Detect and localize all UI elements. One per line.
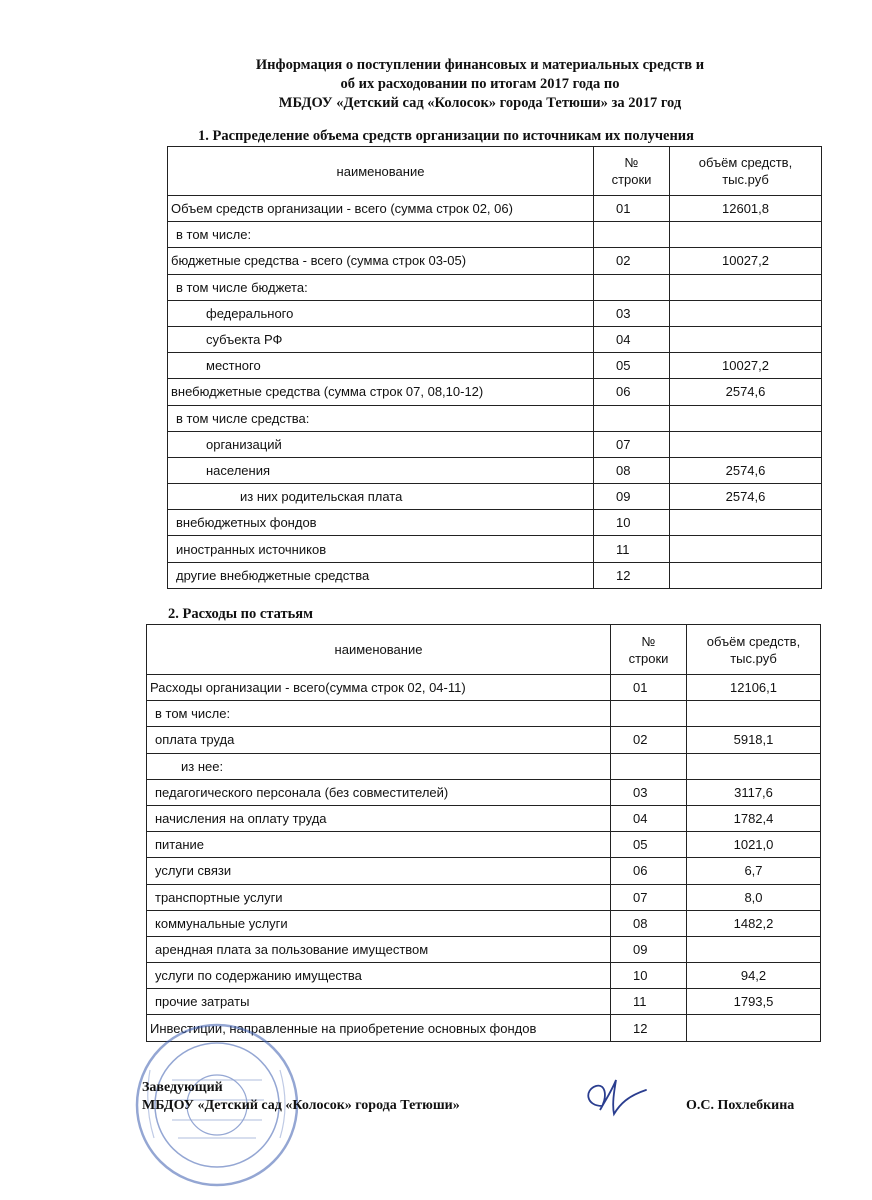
table-row xyxy=(147,884,821,910)
table-row xyxy=(168,431,822,457)
sources-table xyxy=(167,146,822,589)
row-number-cell: 12 xyxy=(594,562,670,588)
table-row xyxy=(147,675,821,701)
row-name-cell: иностранных источников xyxy=(168,536,594,562)
title-line-1: Информация о поступлении финансовых и материальных средств и xyxy=(255,57,705,73)
row-name-cell: организаций xyxy=(168,431,594,457)
row-name-cell: в том числе: xyxy=(168,222,594,248)
signature-name: О.С. Похлебкина xyxy=(686,1098,795,1113)
row-number-cell: 09 xyxy=(594,484,670,510)
row-number-cell xyxy=(611,701,687,727)
row-name-cell: субъекта РФ xyxy=(168,326,594,352)
row-value-cell: 1482,2 xyxy=(687,910,821,936)
row-name-cell: внебюджетные средства (сумма строк 07, 08,10-12) xyxy=(168,379,594,405)
row-number-cell: 12 xyxy=(611,1015,687,1041)
row-value-cell xyxy=(670,300,822,326)
row-name-cell: из них родительская плата xyxy=(168,484,594,510)
row-name-cell: из нее: xyxy=(147,753,611,779)
row-name-cell: местного xyxy=(168,353,594,379)
table-row xyxy=(168,379,822,405)
document-title xyxy=(120,56,840,113)
table-row xyxy=(168,484,822,510)
row-name-cell: Объем средств организации - всего (сумма строк 02, 06) xyxy=(168,196,594,222)
row-number-cell xyxy=(594,274,670,300)
row-number-cell: 11 xyxy=(594,536,670,562)
table-row xyxy=(147,753,821,779)
row-value-cell xyxy=(687,753,821,779)
row-value-cell xyxy=(670,562,822,588)
row-name-cell: Инвестиции, направленные на приобретение основных фондов xyxy=(147,1015,611,1041)
row-value-cell xyxy=(687,1015,821,1041)
row-value-cell: 12601,8 xyxy=(670,196,822,222)
title-line-3: МБДОУ «Детский сад «Колосок» города Тетюши» за 2017 год xyxy=(278,95,682,111)
table-row xyxy=(147,727,821,753)
row-name-cell: коммунальные услуги xyxy=(147,910,611,936)
table-row xyxy=(147,779,821,805)
row-value-cell xyxy=(687,936,821,962)
row-value-cell: 6,7 xyxy=(687,858,821,884)
row-number-cell: 09 xyxy=(611,936,687,962)
row-value-cell xyxy=(670,536,822,562)
row-number-cell: 02 xyxy=(611,727,687,753)
table-row xyxy=(147,832,821,858)
row-value-cell xyxy=(670,326,822,352)
row-name-cell: транспортные услуги xyxy=(147,884,611,910)
row-number-cell xyxy=(611,753,687,779)
row-number-cell: 08 xyxy=(611,910,687,936)
row-number-cell: 10 xyxy=(611,963,687,989)
col-value-header: объём средств, тыс.руб xyxy=(670,147,822,196)
row-name-cell: населения xyxy=(168,457,594,483)
row-name-cell: услуги по содержанию имущества xyxy=(147,963,611,989)
row-name-cell: другие внебюджетные средства xyxy=(168,562,594,588)
row-name-cell: оплата труда xyxy=(147,727,611,753)
row-name-cell: внебюджетных фондов xyxy=(168,510,594,536)
table-row xyxy=(168,248,822,274)
expenses-table xyxy=(146,624,821,1042)
table-row xyxy=(147,701,821,727)
table-row xyxy=(147,989,821,1015)
table-row xyxy=(168,510,822,536)
row-number-cell: 06 xyxy=(594,379,670,405)
row-number-cell: 07 xyxy=(611,884,687,910)
row-value-cell: 12106,1 xyxy=(687,675,821,701)
row-number-cell: 11 xyxy=(611,989,687,1015)
row-number-cell: 01 xyxy=(611,675,687,701)
col-num-header: № строки xyxy=(594,147,670,196)
row-value-cell: 1793,5 xyxy=(687,989,821,1015)
handwritten-signature-icon xyxy=(578,1076,648,1122)
row-name-cell: арендная плата за пользование имуществом xyxy=(147,936,611,962)
row-value-cell xyxy=(670,405,822,431)
row-value-cell: 10027,2 xyxy=(670,353,822,379)
table-row xyxy=(168,457,822,483)
table-row xyxy=(168,222,822,248)
col-num-header: № строки xyxy=(611,625,687,675)
table-header-row xyxy=(147,625,821,675)
row-value-cell: 2574,6 xyxy=(670,457,822,483)
col-name-header: наименование xyxy=(168,147,594,196)
signature-position-line2: МБДОУ «Детский сад «Колосок» города Тетюши» xyxy=(142,1098,460,1113)
row-value-cell: 1782,4 xyxy=(687,805,821,831)
table-row xyxy=(168,300,822,326)
row-number-cell: 04 xyxy=(611,805,687,831)
row-name-cell: начисления на оплату труда xyxy=(147,805,611,831)
table-row xyxy=(147,963,821,989)
table-row xyxy=(168,405,822,431)
table-row xyxy=(147,805,821,831)
row-name-cell: педагогического персонала (без совместителей) xyxy=(147,779,611,805)
row-name-cell: питание xyxy=(147,832,611,858)
row-value-cell xyxy=(670,431,822,457)
table-row xyxy=(168,562,822,588)
row-value-cell: 10027,2 xyxy=(670,248,822,274)
row-name-cell: Расходы организации - всего(сумма строк 02, 04-11) xyxy=(147,675,611,701)
row-value-cell xyxy=(670,510,822,536)
row-number-cell: 06 xyxy=(611,858,687,884)
row-name-cell: в том числе средства: xyxy=(168,405,594,431)
row-value-cell: 2574,6 xyxy=(670,379,822,405)
table-row xyxy=(168,274,822,300)
row-number-cell: 03 xyxy=(594,300,670,326)
table-row xyxy=(168,353,822,379)
section1-heading: 1. Распределение объема средств организации по источникам их получения xyxy=(198,128,695,144)
table-row xyxy=(168,536,822,562)
row-value-cell: 2574,6 xyxy=(670,484,822,510)
row-number-cell xyxy=(594,405,670,431)
table-row xyxy=(147,858,821,884)
row-value-cell: 3117,6 xyxy=(687,779,821,805)
row-name-cell: прочие затраты xyxy=(147,989,611,1015)
col-name-header: наименование xyxy=(147,625,611,675)
row-number-cell: 10 xyxy=(594,510,670,536)
row-number-cell: 07 xyxy=(594,431,670,457)
row-value-cell xyxy=(670,274,822,300)
table-row xyxy=(168,326,822,352)
row-name-cell: бюджетные средства - всего (сумма строк 03-05) xyxy=(168,248,594,274)
signature-position-line1: Заведующий xyxy=(142,1080,223,1095)
row-value-cell: 1021,0 xyxy=(687,832,821,858)
row-number-cell: 04 xyxy=(594,326,670,352)
row-value-cell: 5918,1 xyxy=(687,727,821,753)
row-name-cell: в том числе: xyxy=(147,701,611,727)
row-number-cell: 05 xyxy=(611,832,687,858)
row-value-cell xyxy=(687,701,821,727)
row-number-cell xyxy=(594,222,670,248)
row-name-cell: в том числе бюджета: xyxy=(168,274,594,300)
table-header-row xyxy=(168,147,822,196)
table-row xyxy=(168,196,822,222)
row-value-cell: 8,0 xyxy=(687,884,821,910)
table-row xyxy=(147,936,821,962)
col-value-header: объём средств, тыс.руб xyxy=(687,625,821,675)
row-number-cell: 08 xyxy=(594,457,670,483)
section2-heading: 2. Расходы по статьям xyxy=(168,606,314,622)
row-number-cell: 02 xyxy=(594,248,670,274)
row-name-cell: федерального xyxy=(168,300,594,326)
row-value-cell: 94,2 xyxy=(687,963,821,989)
title-line-2: об их расходовании по итогам 2017 года по xyxy=(340,76,620,92)
row-value-cell xyxy=(670,222,822,248)
row-name-cell: услуги связи xyxy=(147,858,611,884)
table-row xyxy=(147,910,821,936)
row-number-cell: 03 xyxy=(611,779,687,805)
row-number-cell: 05 xyxy=(594,353,670,379)
row-number-cell: 01 xyxy=(594,196,670,222)
